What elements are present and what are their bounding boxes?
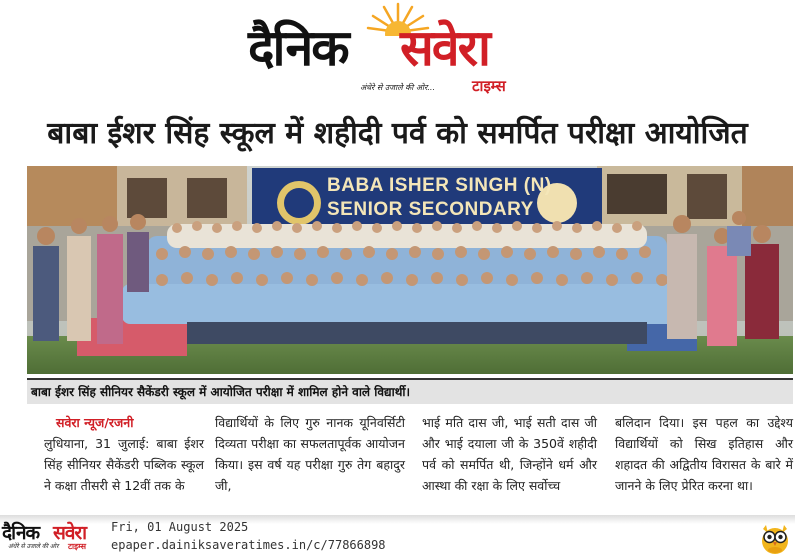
footer-logo-part1: दैनिक	[2, 522, 40, 544]
article-byline: सवेरा न्यूज/रजनी	[56, 415, 134, 430]
brand-name-part2: सवेरा	[400, 19, 489, 77]
school-banner	[327, 174, 552, 222]
article-column-3	[422, 412, 597, 496]
article-text: भाई मति दास जी, भाई सती दास जी और भाई दयाला जी के 350वें शहीदी पर्व को समर्पित थी, जिन्होंने धर्म और आस्था की रक्षा के लिए सर्वोच्च	[422, 415, 597, 493]
footer-logo-part2: सवेरा	[53, 522, 87, 544]
brand-name-part1: दैनिक	[248, 19, 348, 77]
article-text: बलिदान दिया। इस पहल का उद्देश्य विद्यार्थियों को सिख इतिहास और शहादत की अद्वितीय विरासत के बारे में जानने के लिए प्रेरित करना था।	[615, 415, 793, 493]
article-column-1	[44, 412, 204, 496]
article-text: विद्यार्थियों के लिए गुरु नानक यूनिवर्सिटी दिव्यता परीक्षा का सफलतापूर्वक आयोजन किया। इस वर्ष यह परीक्षा गुरु तेग बहादुर जी,	[215, 415, 405, 493]
article-text: लुधियाना, 31 जुलाई: बाबा ईशर सिंह सीनियर सैकेंडरी पब्लिक स्कूल ने कक्षा तीसरी से 12वीं तक के	[44, 436, 204, 493]
school-banner-line1: BABA ISHER SINGH (N)	[327, 175, 552, 196]
article-column-4	[615, 412, 793, 496]
footer-logo-tagline: अंधेरे से उजाले की ओर	[8, 543, 59, 550]
owl-icon	[760, 521, 790, 555]
photo-caption-bar	[27, 378, 793, 404]
group-photo	[27, 166, 793, 374]
article-column-2	[215, 412, 405, 496]
brand-tagline: अंधेरे से उजाले की ओर...	[360, 83, 436, 92]
epaper-footer	[0, 515, 795, 558]
publication-date: Fri, 01 August 2025	[111, 520, 249, 534]
article-headline: बाबा ईशर सिंह स्कूल में शहीदी पर्व को समर्पित परीक्षा आयोजित	[47, 116, 748, 151]
photo-caption: बाबा ईशर सिंह सीनियर सैकेंडरी स्कूल में आयोजित परीक्षा में शामिल होने वाले विद्यार्थी।	[31, 385, 411, 399]
epaper-url-link[interactable]: epaper.dainiksaveratimes.in/c/77866898	[111, 538, 386, 552]
school-banner-line2: SENIOR SECONDARY	[327, 199, 534, 220]
masthead	[0, 0, 795, 102]
brand-times: टाइम्स	[472, 77, 506, 95]
footer-logo-times: टाइम्स	[68, 542, 87, 551]
